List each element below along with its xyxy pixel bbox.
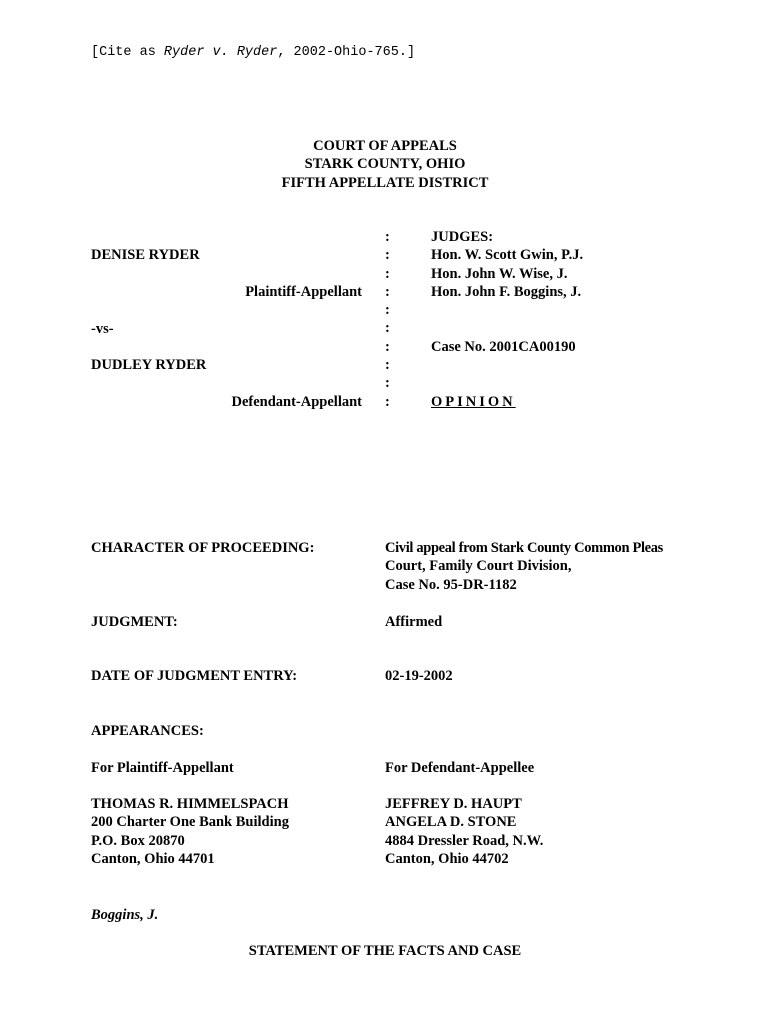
judges-block	[431, 228, 583, 301]
defendant-counsel-heading: For Defendant-Appellee	[385, 760, 535, 776]
colon: :	[385, 265, 390, 282]
defendant-name: DUDLEY RYDER	[91, 357, 207, 373]
appearances-heading: APPEARANCES:	[91, 723, 204, 739]
opinion-title: OPINION	[431, 394, 516, 410]
colon: :	[385, 320, 390, 337]
character-label: CHARACTER OF PROCEEDING:	[91, 540, 315, 556]
case-number: Case No. 2001CA00190	[431, 339, 576, 355]
colon: :	[385, 302, 390, 319]
counsel-line: Canton, Ohio 44702	[385, 850, 509, 867]
citation-suffix: , 2002-Ohio-765.]	[277, 45, 416, 60]
colon: :	[385, 357, 390, 374]
opinion-author: Boggins, J.	[91, 907, 159, 923]
colon: :	[385, 375, 390, 392]
judge: Hon. John W. Wise, J.	[431, 265, 568, 282]
court-county: STARK COUNTY, OHIO	[304, 156, 466, 173]
colon: :	[385, 338, 390, 355]
court-district: FIFTH APPELLATE DISTRICT	[281, 174, 489, 191]
judge: Hon. W. Scott Gwin, P.J.	[431, 247, 584, 264]
court-name: COURT OF APPEALS	[313, 138, 457, 154]
character-value	[385, 539, 663, 594]
citation-case-name: Ryder v. Ryder	[163, 45, 278, 60]
plaintiff-counsel-heading: For Plaintiff-Appellant	[91, 760, 234, 776]
citation-line	[91, 45, 415, 60]
plaintiff-name: DENISE RYDER	[91, 247, 200, 263]
citation-prefix: [Cite as	[91, 45, 164, 60]
colon: :	[385, 247, 390, 264]
character-line: Court, Family Court Division,	[385, 558, 572, 575]
judgment-value: Affirmed	[385, 614, 443, 630]
colon: :	[385, 283, 390, 300]
colon: :	[385, 229, 390, 245]
character-line: Civil appeal from Stark County Common Pleas	[385, 540, 663, 556]
counsel-line: Canton, Ohio 44701	[91, 850, 215, 867]
judgment-label: JUDGMENT:	[91, 614, 178, 630]
counsel-line: JEFFREY D. HAUPT	[385, 796, 522, 812]
counsel-line: THOMAS R. HIMMELSPACH	[91, 796, 289, 812]
plaintiff-role: Plaintiff-Appellant	[245, 284, 362, 300]
counsel-line: 200 Charter One Bank Building	[91, 814, 289, 831]
counsel-line: 4884 Dressler Road, N.W.	[385, 832, 544, 849]
section-heading: STATEMENT OF THE FACTS AND CASE	[248, 943, 522, 959]
plaintiff-counsel	[91, 795, 289, 868]
counsel-line: ANGELA D. STONE	[385, 814, 517, 831]
colon: :	[385, 393, 390, 410]
date-value: 02-19-2002	[385, 668, 453, 684]
defendant-role: Defendant-Appellant	[231, 394, 362, 410]
court-header	[185, 137, 585, 192]
counsel-line: P.O. Box 20870	[91, 832, 185, 849]
caption-divider	[385, 228, 390, 411]
judges-heading: JUDGES:	[431, 229, 494, 245]
character-line: Case No. 95-DR-1182	[385, 576, 517, 593]
defendant-counsel	[385, 795, 543, 868]
date-label: DATE OF JUDGMENT ENTRY:	[91, 668, 298, 684]
versus: -vs-	[91, 321, 114, 337]
judge: Hon. John F. Boggins, J.	[431, 283, 582, 300]
